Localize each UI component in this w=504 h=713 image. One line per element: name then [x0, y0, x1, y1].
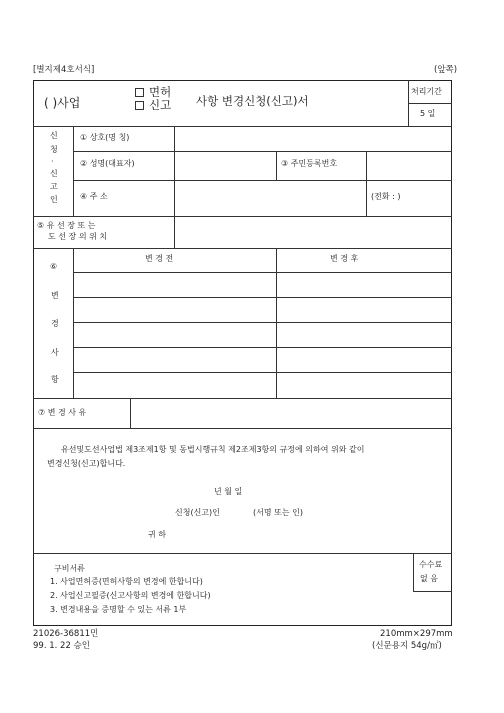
form-code: 21026-36811민: [33, 629, 99, 639]
side-char: 경: [51, 319, 59, 328]
side-char: 사: [51, 348, 59, 357]
approval-date: 99. 1. 22 승인: [33, 641, 90, 651]
paper-size: 210mm×297mm: [380, 629, 453, 639]
doc-item: 1. 사업면허증(면허사항의 변경에 한합니다): [50, 577, 203, 586]
business-type: ( )사업: [44, 96, 81, 110]
reason-label: ⑦ 변 경 사 유: [38, 408, 87, 417]
after-header: 변 경 후: [330, 254, 359, 263]
resident-number-label: ③ 주민등록번호: [281, 159, 338, 168]
signature-hint: (서명 또는 인): [253, 508, 303, 517]
date-line: 년 월 일: [214, 487, 243, 496]
before-header: 변 경 전: [145, 254, 174, 263]
period-value: 5 일: [420, 109, 436, 118]
location-label-2: 도 선 장 의 위 치: [48, 232, 108, 241]
representative-label: ② 성명(대표자): [80, 159, 135, 168]
required-docs-title: 구비서류: [54, 564, 85, 573]
location-label-1: ⑤ 유 선 장 또 는: [37, 221, 96, 230]
side-char: 변: [51, 291, 59, 300]
address-label: ④ 주 소: [80, 192, 108, 201]
form-number: [별지제4호서식]: [33, 65, 95, 75]
doc-item: 2. 사업신고필증(신고사항의 변경에 한합니다): [50, 591, 211, 600]
report-checkbox[interactable]: [135, 101, 144, 110]
form-title: 사항 변경신청(신고)서: [196, 94, 309, 108]
side-char: ·: [51, 157, 54, 166]
fee-label: 수수료: [419, 560, 443, 569]
side-char: 청: [50, 145, 58, 154]
doc-item: 3. 변경내용을 증명할 수 있는 서류 1부: [50, 605, 187, 614]
license-checkbox[interactable]: [135, 88, 144, 97]
recipient-label: 귀 하: [148, 530, 166, 539]
paper-type: (신문용지 54g/㎡): [372, 641, 442, 651]
fee-value: 없 음: [420, 574, 438, 583]
license-option: 면허: [149, 85, 172, 99]
statement-line-1: 유선및도선사업법 제3조제1항 및 동법시행규칙 제2조제3항의 규정에 의하여 위와 같이: [61, 445, 365, 454]
side-char: 인: [50, 195, 58, 204]
report-option: 신고: [149, 98, 172, 112]
signer-label: 신청(신고)인: [175, 508, 220, 517]
side-char: 고: [50, 182, 58, 191]
side-char: 신: [50, 169, 58, 178]
side-char: 항: [51, 375, 59, 384]
business-name-label: ① 상호(명 칭): [80, 133, 130, 142]
phone-label: (전화 : ): [371, 192, 401, 201]
period-label: 처리기간: [411, 87, 442, 96]
page-side: (앞쪽): [434, 65, 458, 75]
statement-line-2: 변경신청(신고)합니다.: [47, 459, 126, 468]
side-char: 신: [50, 131, 58, 140]
side-char: ⑥: [50, 262, 58, 271]
